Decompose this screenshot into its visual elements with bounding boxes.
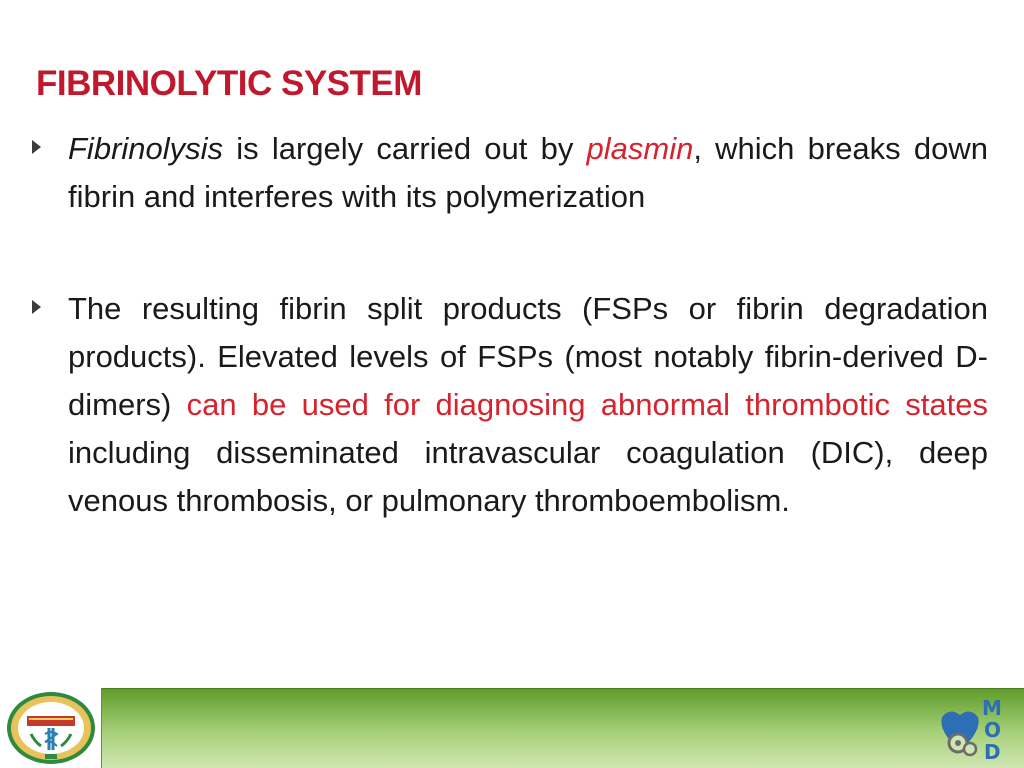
bullet2-text-part2: including disseminated intravascular coagulation (DIC), deep venous thrombosis, or pulmonary thromboembolism.: [68, 435, 988, 518]
bullet-text: [68, 125, 988, 221]
bullet2-text-part1: The resulting fibrin split products (FSPs or fibrin degradation products). Elevated levels of FSPs (most notably fibrin-derived D-dimers): [68, 291, 988, 422]
bullet-fibrin-split-products: [32, 285, 988, 525]
slide-footer: [0, 688, 1024, 768]
bullet-text: [68, 285, 988, 525]
svg-text:M: M: [982, 696, 1002, 720]
bullet-fibrinolysis: [32, 125, 988, 221]
bullet1-text-part2: , which breaks down fibrin and interferes with its polymerization: [68, 131, 988, 214]
bullet-arrow-icon: [32, 300, 41, 314]
footer-green-band: [102, 688, 1024, 768]
mod-logo-icon: [936, 695, 1012, 763]
university-seal-icon: [5, 690, 97, 766]
slide-title: FIBRINOLYTIC SYSTEM: [36, 64, 422, 103]
footer-logo-area: [0, 688, 102, 768]
bullet2-highlight: can be used for diagnosing abnormal thrombotic states: [186, 387, 988, 422]
term-plasmin: plasmin: [586, 131, 694, 166]
svg-text:O: O: [984, 718, 1002, 742]
term-fibrinolysis: Fibrinolysis: [68, 131, 224, 166]
svg-text:D: D: [984, 740, 1001, 763]
bullet-arrow-icon: [32, 140, 41, 154]
bullet1-text-part1: is largely carried out by: [223, 131, 587, 166]
